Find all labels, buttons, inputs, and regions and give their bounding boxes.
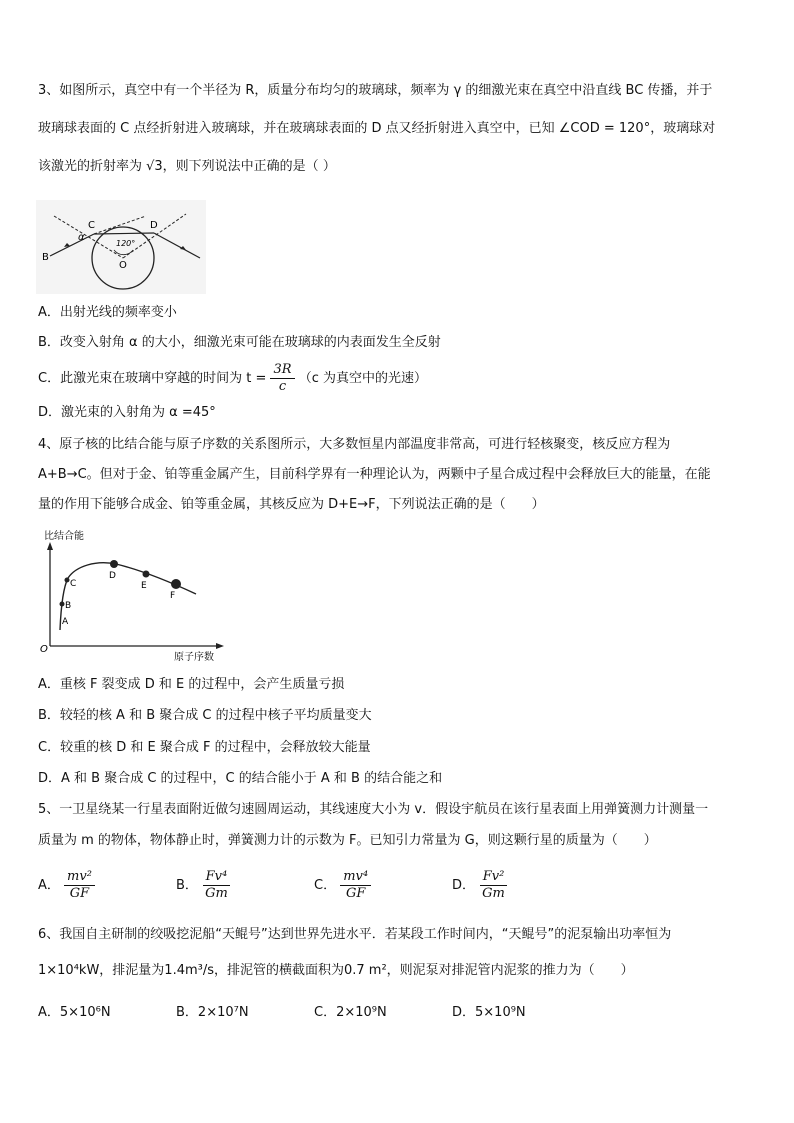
point-b [60,602,65,607]
label-e: E [141,581,147,591]
option-label: B． [176,878,198,893]
fraction-denominator: GF [345,886,366,901]
label-d: D [150,220,158,231]
q3-option-d: D．激光束的入射角为 α =45° [38,405,216,420]
option-value: 2×10⁷N [197,1005,249,1020]
origin-label: O [40,644,48,655]
label-c: C [70,579,77,589]
fraction-numerator: Fv² [480,869,508,886]
q4-option-d: D．A 和 B 聚合成 C 的过程中，C 的结合能小于 A 和 B 的结合能之和 [38,771,443,786]
y-axis-arrow [47,542,53,550]
label-d: D [109,571,116,581]
option-label: A． [38,878,60,893]
fraction-numerator: mv² [64,869,95,886]
option-value: 5×10⁶N [59,1005,111,1020]
q3-option-c-fraction [270,362,294,395]
fraction-numerator: mv⁴ [340,869,371,886]
q3-option-a: A．出射光线的频率变小 [38,305,177,320]
q3-option-b: B．改变入射角 α 的大小，细激光束可能在玻璃球的内表面发生全反射 [38,335,441,350]
q5-option-b [176,866,231,906]
y-axis-label: 比结合能 [44,531,84,542]
option-label: B． [176,1005,198,1020]
q6-stem-line-1: 6、我国自主研制的绞吸挖泥船“天鲲号”达到世界先进水平．若某段工作时间内，“天鲲号”的泥泵输出功率恒为 [38,927,672,942]
option-label: A． [38,1005,60,1020]
fraction-denominator: GF [69,886,90,901]
q3-glass-sphere-figure [36,200,206,294]
q5-stem-line-1: 5、一卫星绕某一行星表面附近做匀速圆周运动，其线速度大小为 v．假设宇航员在该行星表面上用弹簧测力计测量一 [38,802,709,817]
option-value: 5×10⁹N [475,1005,526,1020]
label-a: A [62,617,69,627]
q4-option-a: A．重核 F 裂变成 D 和 E 的过程中，会产生质量亏损 [38,677,345,692]
q5-option-d [452,866,508,906]
label-o: O [119,260,127,271]
q3-option-c-prefix: C．此激光束在玻璃中穿越的时间为 t = [38,371,267,386]
point-f [171,579,181,589]
q5-option-a [38,866,95,906]
q4-binding-energy-figure [36,526,236,664]
option-label: D． [452,878,476,893]
fraction-numerator: 3R [270,362,294,379]
label-f: F [170,591,176,601]
label-b: B [65,601,72,611]
label-c: C [88,220,95,231]
point-e [143,571,150,578]
q6-option-d [452,1004,526,1022]
option-fraction [340,869,371,902]
option-label: C． [314,878,337,893]
q4-stem-line-3: 量的作用下能够合成金、铂等重金属，其核反应为 D+E→F，下列说法正确的是（ ） [38,497,545,512]
fraction-numerator: Fv⁴ [203,869,231,886]
q4-stem-line-2: A+B→C。但对于金、铂等重金属产生，目前科学界有一种理论认为，两颗中子星合成过程中会释放巨大的能量，在能 [38,467,711,482]
q6-option-a [38,1004,111,1022]
label-b: B [42,252,49,263]
binding-energy-curve [60,563,196,630]
option-fraction [479,869,508,902]
q3-stem-line-1: 3、如图所示，真空中有一个半径为 R，质量分布均匀的玻璃球，频率为 γ 的细激光束在真空中沿直线 BC 传播，并于 [38,83,713,98]
fraction-denominator: c [278,379,287,394]
q3-stem-line-3: 该激光的折射率为 √3，则下列说法中正确的是（ ） [38,159,336,174]
x-axis-label: 原子序数 [174,652,214,663]
q4-stem-line-1: 4、原子核的比结合能与原子序数的关系图所示，大多数恒星内部温度非常高，可进行轻核聚变，核反应方程为 [38,437,671,452]
q6-stem-line-2: 1×10⁴kW，排泥量为1.4m³/s，排泥管的横截面积为0.7 m²，则泥泵对排泥管内泥浆的推力为（ ） [38,963,634,978]
point-d [110,560,118,568]
option-label: C． [314,1005,337,1020]
fraction-denominator: Gm [205,886,228,901]
fraction-denominator: Gm [482,886,505,901]
label-alpha: α [78,232,85,243]
q6-option-b [176,1004,249,1022]
q3-option-c [38,362,427,396]
q4-option-b: B．较轻的核 A 和 B 聚合成 C 的过程中核子平均质量变大 [38,708,372,723]
point-c [65,578,70,583]
q4-option-c: C．较重的核 D 和 E 聚合成 F 的过程中，会释放较大能量 [38,740,371,755]
q6-option-c [314,1004,387,1022]
q3-option-c-suffix: （c 为真空中的光速） [298,371,427,386]
q3-stem-line-2: 玻璃球表面的 C 点经折射进入玻璃球，并在玻璃球表面的 D 点又经折射进入真空中，已知 ∠COD = 120°，玻璃球对 [38,121,716,136]
option-fraction [64,869,95,902]
label-angle-120: 120° [116,239,136,248]
option-fraction [202,869,231,902]
option-label: D． [452,1005,476,1020]
q5-option-c [314,866,371,906]
x-axis-arrow [216,643,224,649]
q5-stem-line-2: 质量为 m 的物体，物体静止时，弹簧测力计的示数为 F。已知引力常量为 G，则这颗行星的质量为（ ） [38,833,657,848]
option-value: 2×10⁹N [336,1005,387,1020]
